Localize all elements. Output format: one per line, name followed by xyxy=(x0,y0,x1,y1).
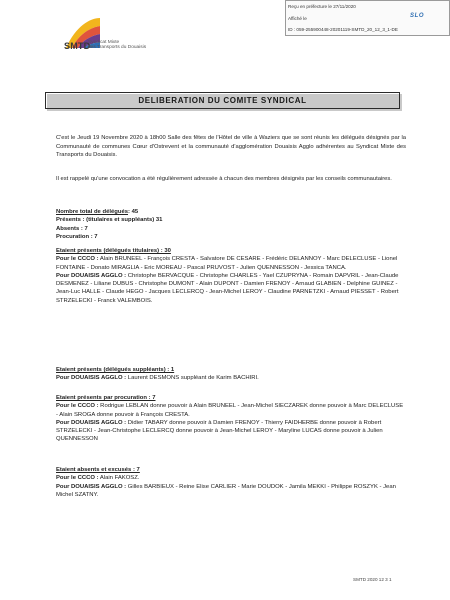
prefecture-receipt-stamp xyxy=(285,0,450,36)
douaisis-label: Pour DOUAISIS AGGLO : xyxy=(56,272,127,279)
logo-subtitle-line: Syndicat Mixte xyxy=(88,40,120,45)
suppleants-section xyxy=(56,366,406,383)
presents-heading: Etaient présents (délégués titulaires) : 30 xyxy=(56,248,171,254)
douaisis-names: Didier TABARY donne pouvoir à Damien FRENOY - Thierry FAIDHERBE donne pouvoir à Robert STRZELECKI - Jean-Christophe LECLERCQ donne pouvoir à Jean-Michel LEROY - Maryline LUCAS donne pouvoir à Julien QUENNESSON xyxy=(56,419,383,443)
presents-ccco xyxy=(56,255,406,272)
absents-heading: Etaient absents et excusés : 7 xyxy=(56,467,140,473)
absents-ccco xyxy=(56,474,406,482)
total-delegates-label: Nombre total de délégués xyxy=(56,209,129,215)
douaisis-names: Christophe BERVACQUE - Christophe CHARLES - Yael CZUPRYNA - Romain DAPVRIL - Jean-Claude DESMENEZ - Liliane DUBUS - Christophe DUMONT - Alain DUPONT - Damien FRENOY - Arnaud GLABIEN - Delphine GUINEZ - Jean-Luc HALLE - Claude HEGO - Jacques LECLERCQ - Jean-Michel LEROY - Claudine PARNETZKI - Arnaud PIESSET - Robert STRZELECKI - Franck VALEMBOIS. xyxy=(56,272,399,304)
suppleants-douaisis xyxy=(56,374,406,382)
presents-count: Présents : (titulaires et suppléants) 31 xyxy=(56,217,163,224)
ccco-label: Pour le CCCO : xyxy=(56,256,99,263)
logo-name: SMTD xyxy=(64,41,91,51)
douaisis-label: Pour DOUAISIS AGGLO : xyxy=(56,375,127,382)
delegate-counts xyxy=(56,208,406,241)
presents-douaisis xyxy=(56,272,406,305)
page-title: DELIBERATION DU COMITE SYNDICAL xyxy=(138,96,307,105)
suppleants-heading: Etaient présents (délégués suppléants) : 1 xyxy=(56,367,175,373)
stamp-posted-line: Affiché le xyxy=(288,16,307,21)
procuration-count: Procuration : 7 xyxy=(56,233,98,240)
stamp-id-line: ID : 059-255900448-20201119-SMTD_20_12_3_1-DE xyxy=(288,27,398,32)
absents-douaisis xyxy=(56,483,406,500)
ccco-label: Pour le CCCO : xyxy=(56,475,99,482)
procuration-douaisis xyxy=(56,419,406,444)
absents-count: Absents : 7 xyxy=(56,225,88,232)
title-box xyxy=(45,92,400,109)
procuration-ccco xyxy=(56,402,406,419)
ccco-label: Pour le CCCO : xyxy=(56,403,99,410)
logo-subtitle xyxy=(88,40,146,51)
douaisis-label: Pour DOUAISIS AGGLO : xyxy=(56,419,127,426)
presents-section xyxy=(56,247,406,305)
intro-paragraph: C'est le Jeudi 19 Novembre 2020 à 18h00 Salle des fêtes de l'Hôtel de ville à Waziers que se sont réunis les délégués désignés par la Communauté de communes Cœur d'Ostrevent et la communauté d'agglomération Douaisis Agglo adhérentes au Syndicat Mixte des Transports du Douaisis. xyxy=(56,135,406,159)
procuration-heading: Etaient présents par procuration : 7 xyxy=(56,395,156,401)
douaisis-names: Gilles BARBIEUX - Reine Elise CARLIER - Marie DOUDOK - Jamila MEKKI - Philippe ROSZYK - Jean Michel SZATNY. xyxy=(56,483,396,498)
total-delegates xyxy=(56,208,406,216)
logo-subtitle-line: des Transports du Douaisis xyxy=(88,45,147,51)
procuration-section xyxy=(56,394,406,444)
page-footer-reference: SMTD 2020 12 3 1 xyxy=(353,577,392,582)
ccco-names: Rodrigue LEBLAN donne pouvoir à Alain BRUNEEL - Jean-Michel SIECZAREK donne pouvoir à Marc DELECLUSE - Alain SROGA donne pouvoir à François CRESTA. xyxy=(56,403,404,418)
ccco-names: Alain BRUNEEL - François CRESTA - Salvatore DE CESARE - Frédéric DELANNOY - Marc DELECLUSE - Lionel FONTAINE - Donato MIRAGLIA - Eric MOREAU - Pascal PRUVOST - Julien QUENNESSON - Jessica TANCA. xyxy=(56,256,398,271)
ccco-names: Alain FAKOSZ. xyxy=(98,475,140,482)
total-delegates-value: : 45 xyxy=(128,209,139,215)
stamp-received-line: Reçu en préfecture le 27/11/2020 xyxy=(288,4,356,9)
douaisis-names: Laurent DESMONS suppléant de Karim BACHIRI. xyxy=(126,375,259,382)
convocation-paragraph: Il est rappelé qu'une convocation a été régulièrement adressée à chacun des membres désignés par les conseils communautaires. xyxy=(56,176,392,182)
douaisis-label: Pour DOUAISIS AGGLO : xyxy=(56,483,127,490)
stamp-logo-mark: SLO xyxy=(410,13,425,19)
absents-section xyxy=(56,466,406,499)
